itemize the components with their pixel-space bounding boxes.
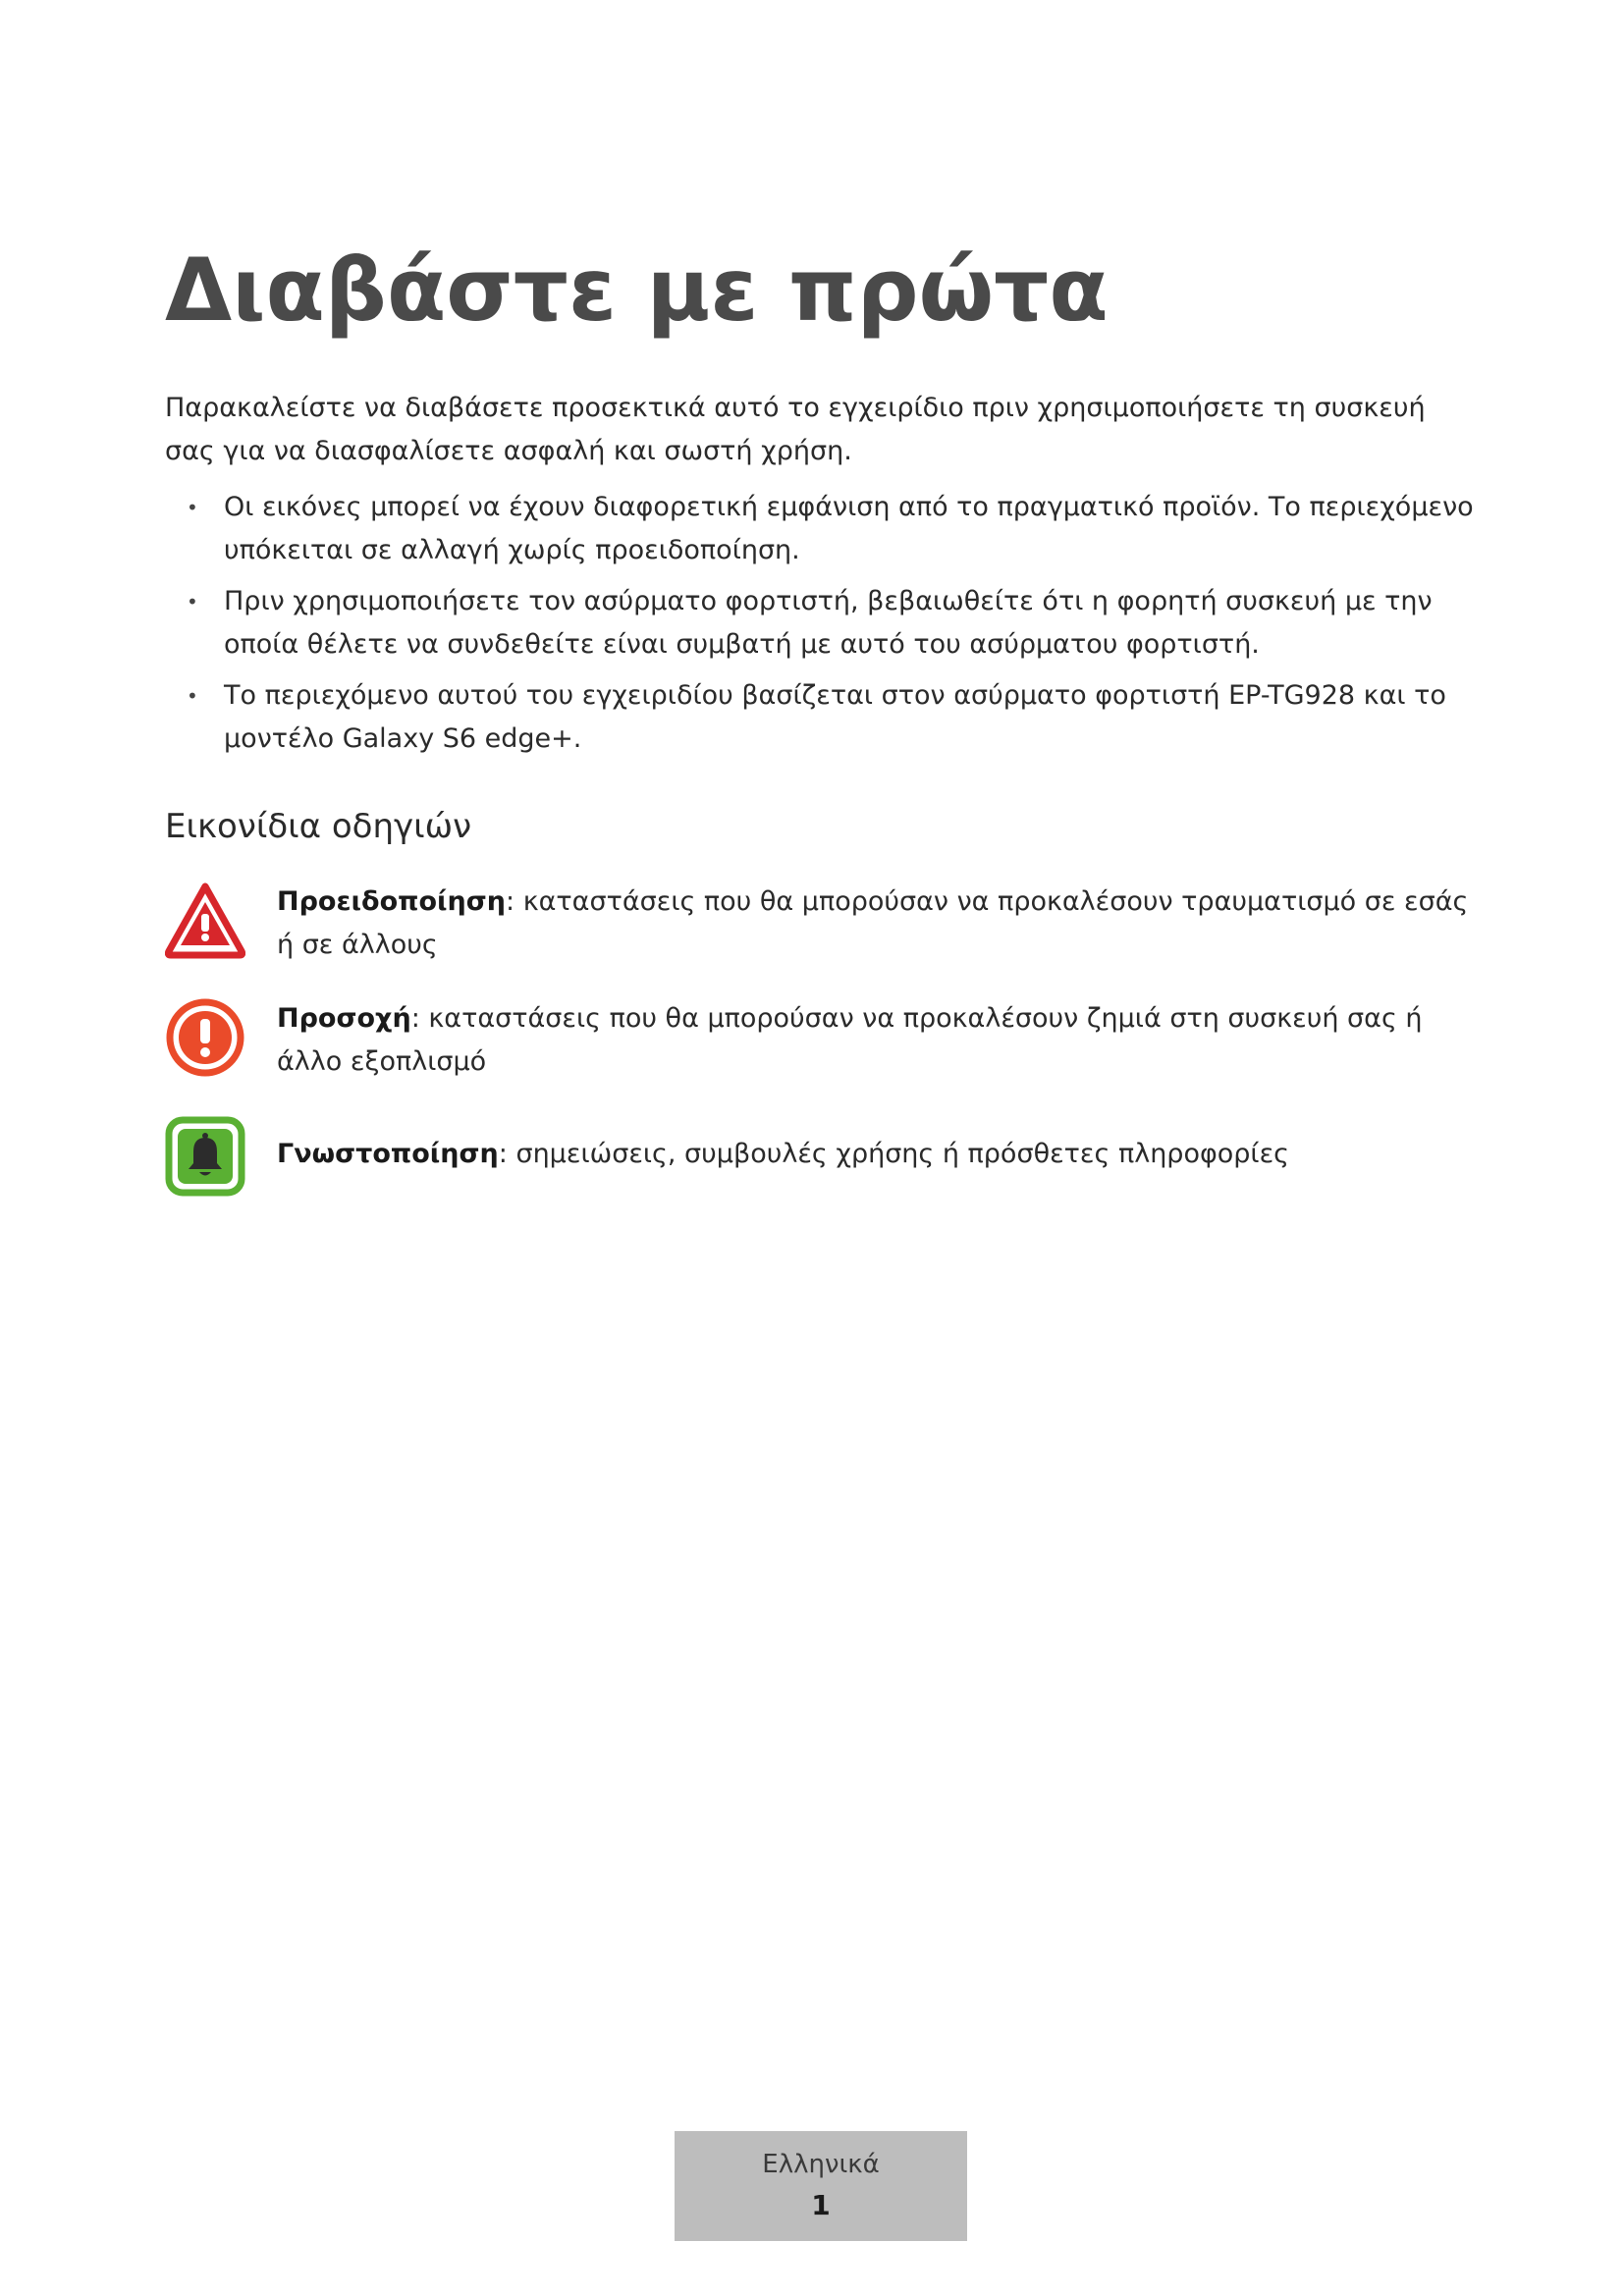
- instruction-term: Προσοχή: [277, 1003, 411, 1034]
- caution-circle-icon: [165, 997, 245, 1078]
- bullet-icon: •: [187, 684, 198, 708]
- section-heading: Εικονίδια οδηγιών: [165, 807, 472, 846]
- page-footer: [675, 2131, 967, 2241]
- instruction-icon-text: [277, 881, 1475, 967]
- bullet-icon: •: [187, 496, 198, 519]
- footer-language: Ελληνικά: [762, 2150, 880, 2179]
- notification-bell-icon: [165, 1116, 245, 1197]
- instruction-icon-text: [277, 1133, 1475, 1176]
- instruction-icon-text: [277, 997, 1475, 1084]
- page-title: Διαβάστε με πρώτα: [165, 240, 1109, 341]
- notes-list: [165, 486, 1481, 769]
- list-item: [165, 486, 1481, 572]
- instruction-term: Γνωστοποίηση: [277, 1139, 499, 1169]
- instruction-description: : καταστάσεις που θα μπορούσαν να προκαλέσουν τραυματισμό σε εσάς ή σε άλλους: [277, 886, 1469, 960]
- intro-paragraph: Παρακαλείστε να διαβάσετε προσεκτικά αυτό το εγχειρίδιο πριν χρησιμοποιήσετε τη συσκευή σας για να διασφαλίσετε ασφαλή και σωστή χρήση.: [165, 393, 1426, 466]
- list-item-text: Οι εικόνες μπορεί να έχουν διαφορετική εμφάνιση από το πραγματικό προϊόν. Το περιεχόμενο υπόκειται σε αλλαγή χωρίς προειδοποίηση.: [224, 492, 1474, 565]
- list-item: [165, 580, 1481, 667]
- warning-triangle-icon: [165, 881, 245, 961]
- list-item-text: Το περιεχόμενο αυτού του εγχειριδίου βασίζεται στον ασύρματο φορτιστή EP-TG928 και το μοντέλο Galaxy S6 edge+.: [224, 680, 1446, 754]
- list-item: [165, 674, 1481, 761]
- bullet-icon: •: [187, 590, 198, 614]
- instruction-description: : καταστάσεις που θα μπορούσαν να προκαλέσουν ζημιά στη συσκευή σας ή άλλο εξοπλισμό: [277, 1003, 1423, 1077]
- instruction-term: Προειδοποίηση: [277, 886, 507, 917]
- list-item-text: Πριν χρησιμοποιήσετε τον ασύρματο φορτιστή, βεβαιωθείτε ότι η φορητή συσκευή με την οποία θέλετε να συνδεθείτε είναι συμβατή με αυτό του ασύρματου φορτιστή.: [224, 586, 1433, 660]
- instruction-description: : σημειώσεις, συμβουλές χρήσης ή πρόσθετες πληροφορίες: [498, 1139, 1290, 1169]
- page-number: 1: [811, 2189, 831, 2221]
